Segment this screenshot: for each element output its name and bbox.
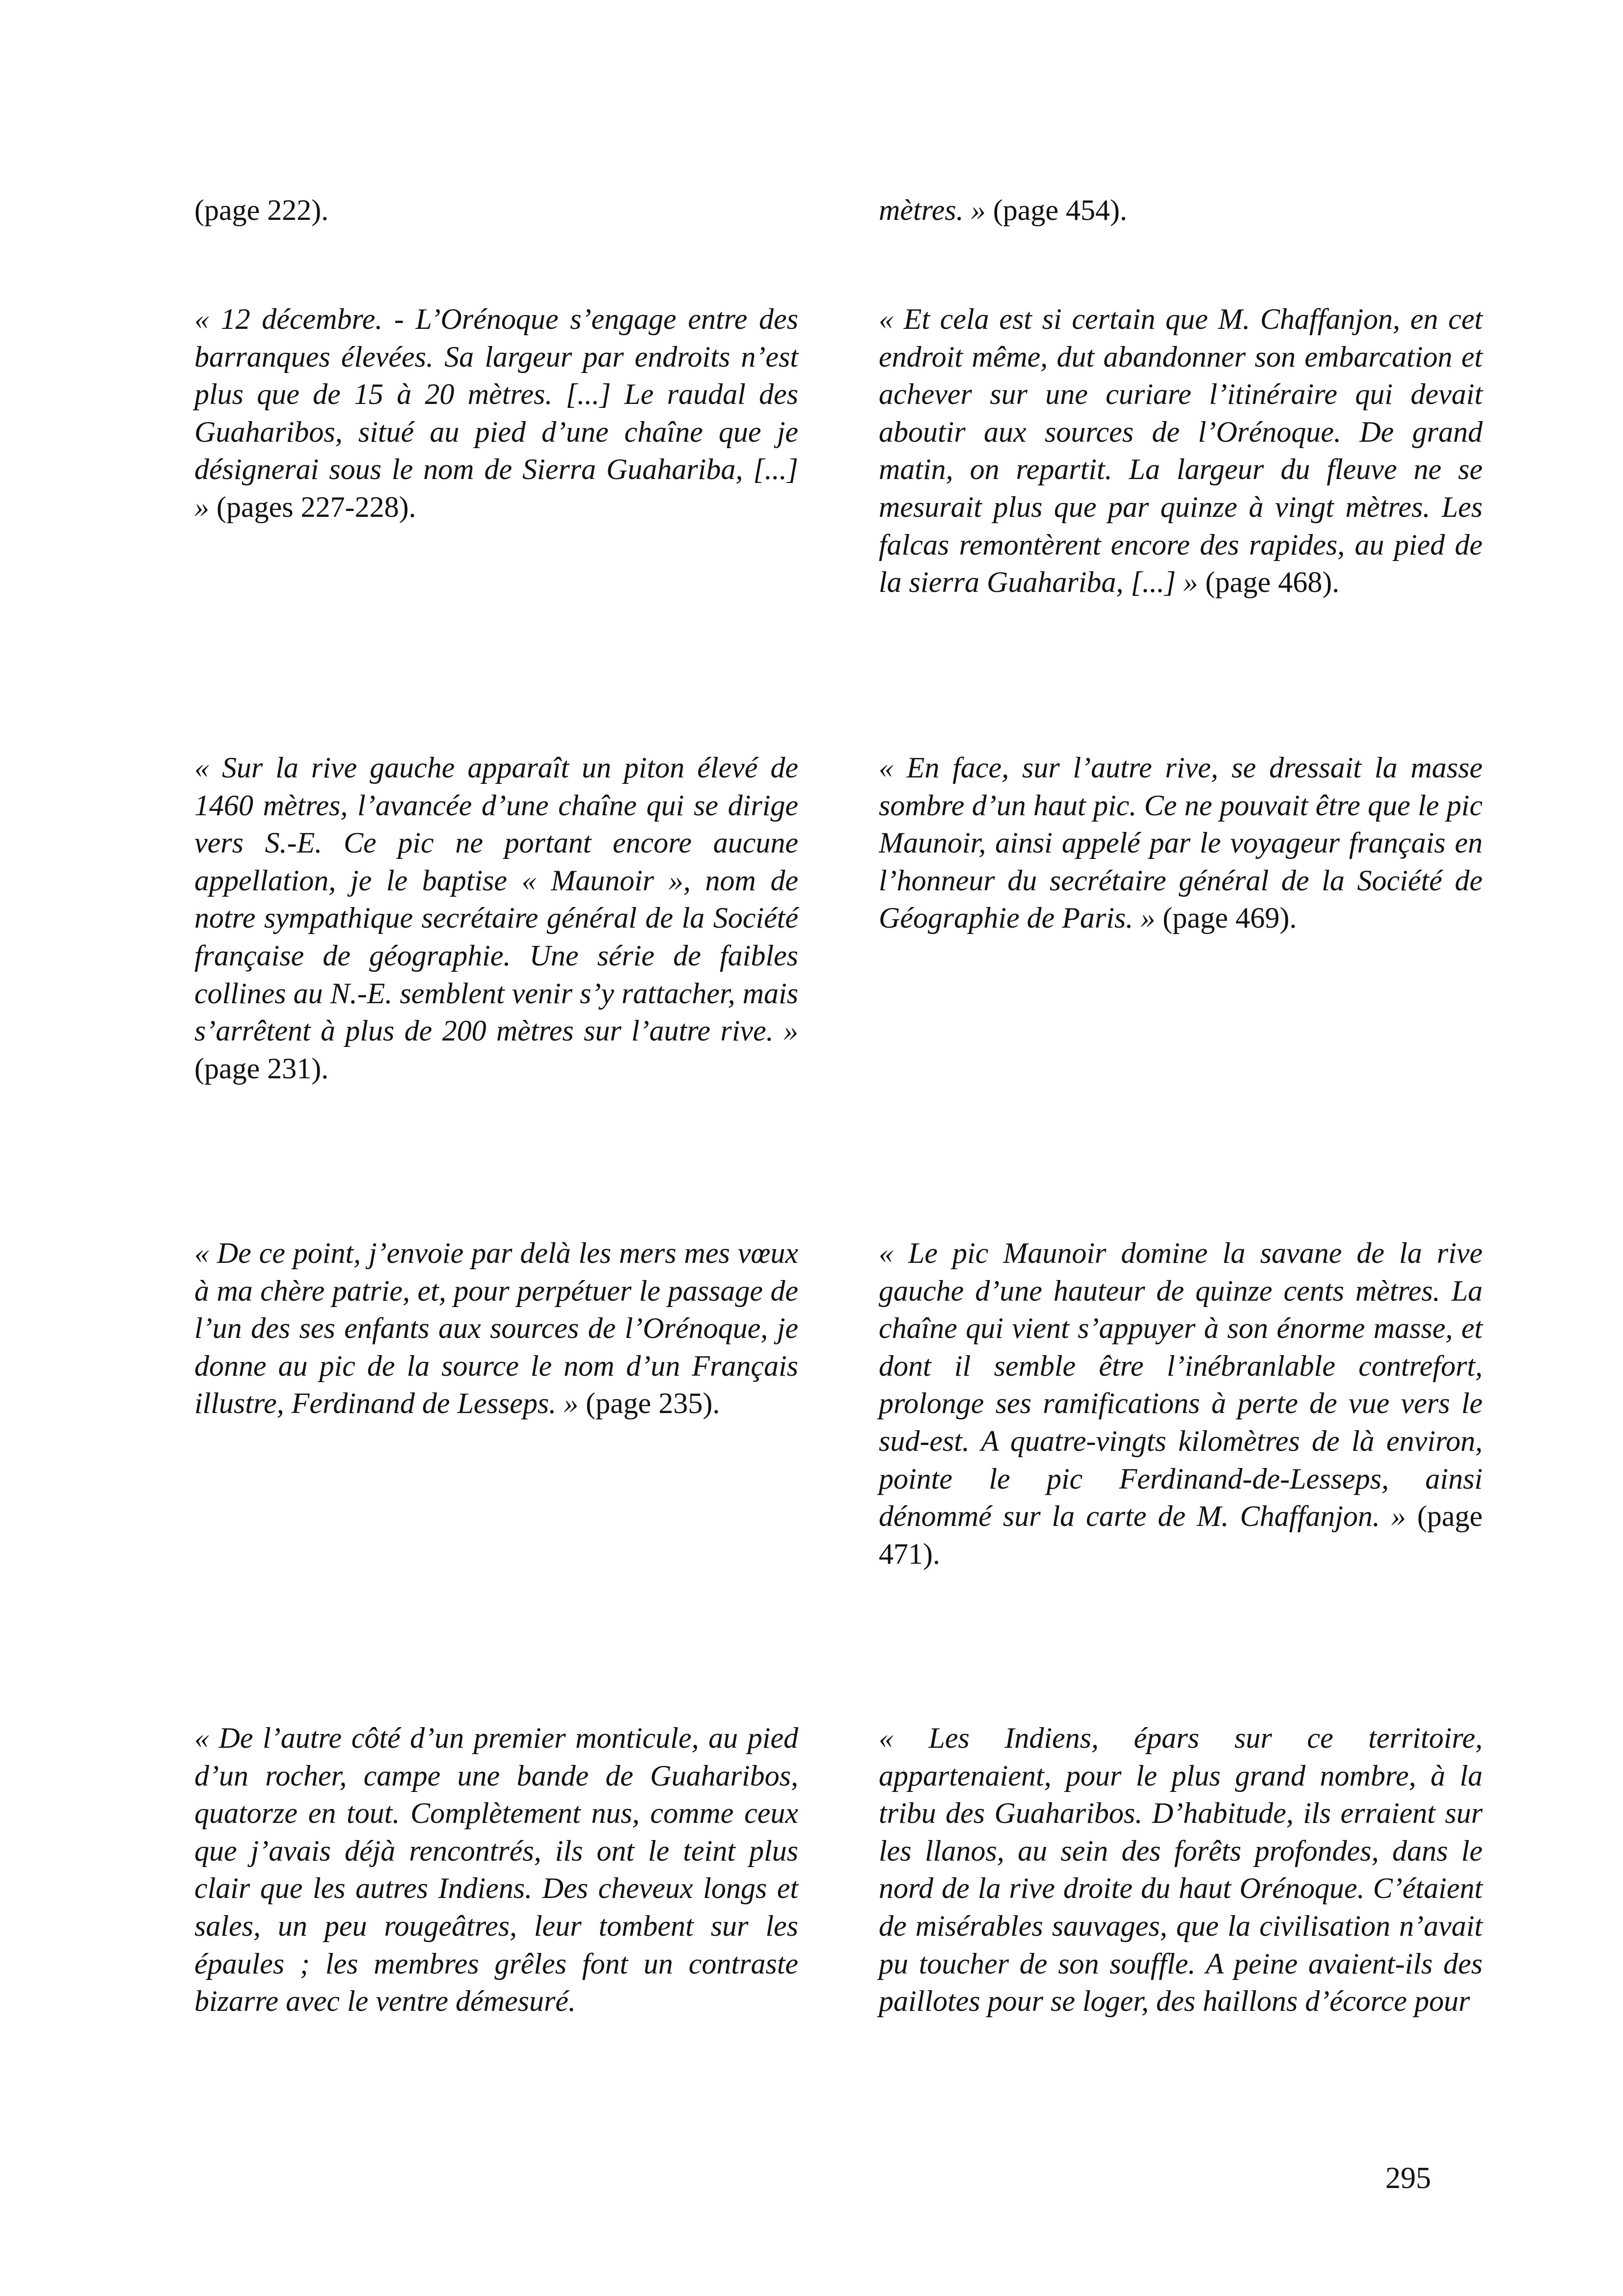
page-reference: (page 468). xyxy=(1198,566,1340,599)
page-reference: (page 471). xyxy=(879,1500,1483,1570)
paragraph xyxy=(194,749,798,1087)
page-number: 295 xyxy=(1385,2162,1431,2195)
page-reference: (page 235). xyxy=(578,1387,720,1420)
paragraph xyxy=(879,191,1483,229)
paragraph xyxy=(194,1234,798,1422)
quote-text: « Sur la rive gauche apparaît un piton élevé de 1460 mètres, l’avancée d’une chaîne qui se dirige vers S.-E. Ce pic ne portant encore aucune appellation, je le baptise « Maunoir », nom de notre sympathique secrétaire général de la Société française de géographie. Une série de faibles collines au N.-E. semblent venir s’y rattacher, mais s’arrêtent à plus de 200 mètres sur l’autre rive. » xyxy=(194,751,798,1047)
page-reference: (page 454). xyxy=(985,194,1127,226)
page-reference: (pages 227-228). xyxy=(209,490,416,523)
paragraph xyxy=(879,749,1483,937)
page-reference: (page 469). xyxy=(1155,902,1297,934)
quote-text: « 12 décembre. - L’Orénoque s’engage entre des barranques élevées. Sa largeur par endroits n’est plus que de 15 à 20 mètres. [...] Le raudal des Guaharibos, situé au pied d’une chaîne que je désignerai sous le nom de Sierra Guahariba, [...] » xyxy=(194,303,798,523)
quote-text: « De l’autre côté d’un premier monticule, au pied d’un rocher, campe une bande de Guaharibos, quatorze en tout. Complètement nus, comme ceux que j’avais déjà rencontrés, ils ont le teint plus clair que les autres Indiens. Des cheveux longs et sales, un peu rougeâtres, leur tombent sur les épaules ; les membres grêles font un contraste bizarre avec le ventre démesuré. xyxy=(194,1722,798,2018)
quote-text: mètres. » xyxy=(879,194,986,226)
paragraph xyxy=(194,300,798,526)
paragraph xyxy=(194,191,798,229)
page-reference: (page 231). xyxy=(194,1052,329,1085)
paragraph xyxy=(879,1719,1483,2020)
paragraph xyxy=(194,1719,798,2020)
quote-text: « En face, sur l’autre rive, se dressait la masse sombre d’un haut pic. Ce ne pouvait être que le pic Maunoir, ainsi appelé par le voyageur français en l’honneur du secrétaire général de la Société de Géographie de Paris. » xyxy=(879,751,1483,934)
paragraph xyxy=(879,300,1483,601)
quote-text: « Le pic Maunoir domine la savane de la rive gauche d’une hauteur de quinze cents mètres. La chaîne qui vient s’appuyer à son énorme masse, et dont il semble être l’inébranlable contrefort, prolonge ses ramifications à perte de vue vers le sud-est. A quatre-vingts kilomètres de là environ, pointe le pic Ferdinand-de-Lesseps, ainsi dénommé sur la carte de M. Chaffanjon. » xyxy=(879,1237,1483,1533)
quote-text: « De ce point, j’envoie par delà les mers mes vœux à ma chère patrie, et, pour perpétuer le passage de l’un des ses enfants aux sources de l’Orénoque, je donne au pic de la source le nom d’un Français illustre, Ferdinand de Lesseps. » xyxy=(194,1237,798,1420)
quote-text: « Les Indiens, épars sur ce territoire, appartenaient, pour le plus grand nombre, à la tribu des Guaharibos. D’habitude, ils erraient sur les llanos, au sein des forêts profondes, dans le nord de la rive droite du haut Orénoque. C’étaient de misérables sauvages, que la civilisation n’avait pu toucher de son souffle. A peine avaient-ils des paillotes pour se loger, des haillons d’écorce pour xyxy=(879,1722,1483,2018)
quote-text: « Et cela est si certain que M. Chaffanjon, en cet endroit même, dut abandonner son embarcation et achever sur une curiare l’itinéraire qui devait aboutir aux sources de l’Orénoque. De grand matin, on repartit. La largeur du fleuve ne se mesurait plus que par quinze à vingt mètres. Les falcas remontèrent encore des rapides, au pied de la sierra Guahariba, [...] » xyxy=(879,303,1483,599)
paragraph xyxy=(879,1234,1483,1573)
page-reference: (page 222). xyxy=(194,194,329,226)
